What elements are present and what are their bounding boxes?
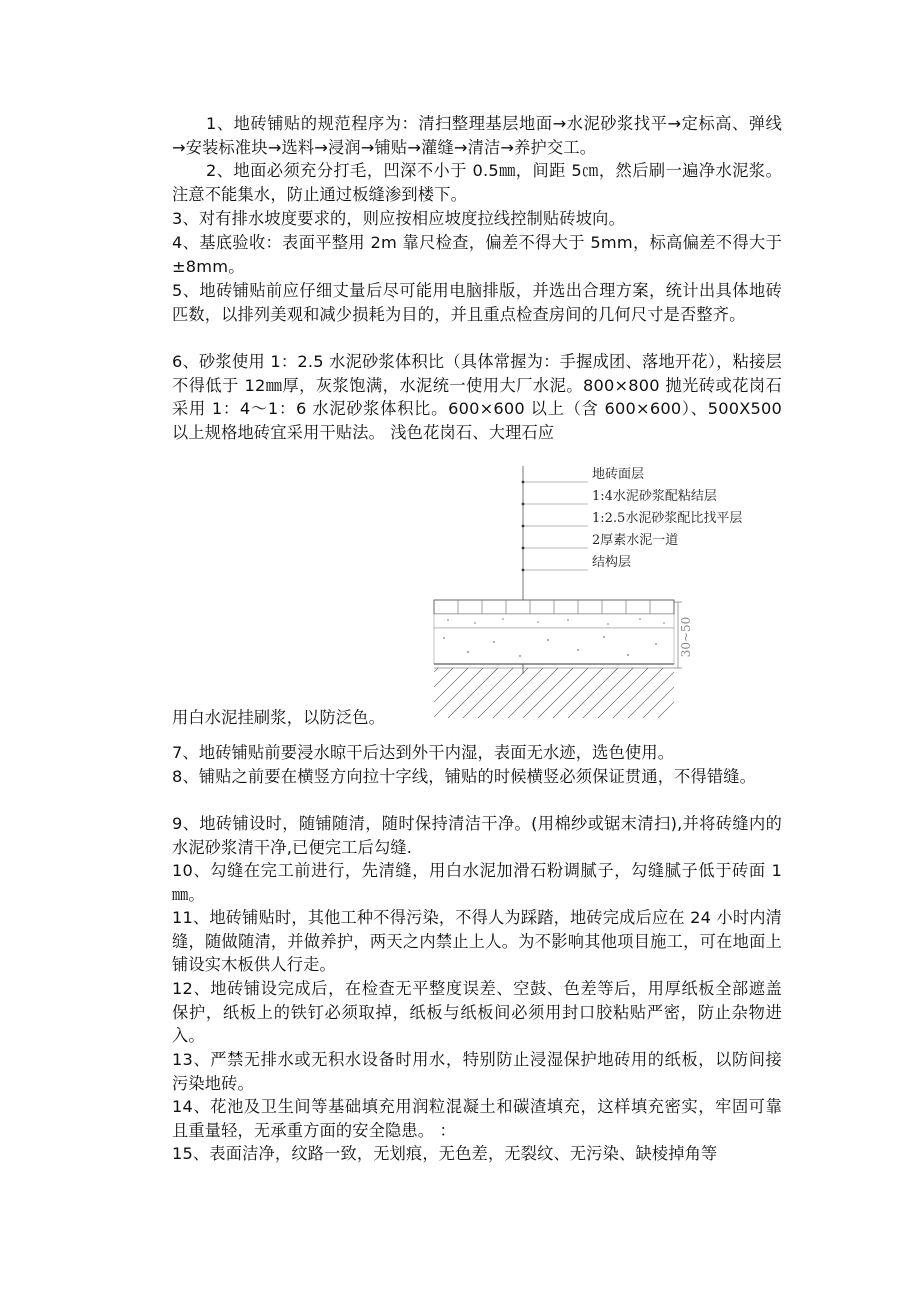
paragraph-15: 15、表面洁净，纹路一致，无划痕，无色差，无裂纹、无污染、缺棱掉角等 [172,1144,718,1163]
label-structure-layer: 结构层 [592,555,632,570]
paragraph-11: 11、地砖铺贴时，其他工种不得污染，不得人为踩踏，地砖完成后应在 24 小时内清缝，随做随清，并做养护，两天之内禁止上人。为不影响其他项目施工，可在地面上铺设实木板供人行走。 [172,908,782,974]
label-cement-coat: 2厚素水泥一道 [592,533,679,548]
paragraph-12: 12、地砖铺设完成后，在检查无平整度误差、空鼓、色差等后，用厚纸板全部遮盖保护，纸板上的铁钉必须取掉，纸板与纸板间必须用封口胶粘贴严密，防止杂物进入。 [172,979,782,1045]
floor-layer-diagram [428,462,788,720]
paragraph-9: 9、地砖铺设时，随铺随清，随时保持清洁干净。(用棉纱或锯末清扫),并将砖缝内的水泥砂浆清干净,已便完工后勾缝. [172,814,782,857]
paragraph-2: 2、地面必须充分打毛，凹深不小于 0.5㎜，间距 5㎝，然后刷一遍净水泥浆。注意不能集水，防止通过板缝渗到楼下。 [172,161,782,204]
label-bonding-layer: 1:4水泥砂浆配粘结层 [592,489,717,504]
paragraph-8: 8、铺贴之前要在横竖方向拉十字线，铺贴的时候横竖必须保证贯通，不得错缝。 [172,767,757,786]
paragraph-6: 6、砂浆使用 1：2.5 水泥砂浆体积比（具体常握为：手握成团、落地开花），粘接层不得低于 12㎜厚，灰浆饱满，水泥统一使用大厂水泥。800×800 抛光砖或花岗石采用 1：4～1：6 水泥砂浆体积比。600×600 以上（含 600×600）、500X500 以上规格地砖宜采用干贴法。 浅色花岗石、大理石应 [172,352,782,442]
paragraph-7: 7、地砖铺贴前要浸水晾干后达到外干内湿，表面无水迹，选色使用。 [172,743,675,762]
dimension-label: 30~50 [679,616,693,658]
paragraph-4: 4、基底验收：表面平整用 2m 靠尺检查，偏差不得大于 5mm，标高偏差不得大于±8mm。 [172,233,782,276]
label-tile-layer: 地砖面层 [592,467,645,482]
label-leveling-layer: 1:2.5水泥砂浆配比找平层 [592,511,743,526]
paragraph-3: 3、对有排水坡度要求的，则应按相应坡度拉线控制贴砖坡向。 [172,209,625,228]
paragraph-13: 13、严禁无排水或无积水设备时用水，特别防止浸湿保护地砖用的纸板，以防间接污染地砖。 [172,1050,782,1093]
paragraph-10: 10、勾缝在完工前进行，先清缝，用白水泥加滑石粉调腻子，勾缝腻子低于砖面 1㎜。 [172,861,782,904]
paragraph-6-continued: 用白水泥挂刷浆，以防泛色。 [172,708,386,727]
paragraph-1: 1、地砖铺贴的规范程序为：清扫整理基层地面→水泥砂浆找平→定标高、弹线→安装标准块→选料→浸润→铺贴→灌缝→清洁→养护交工。 [172,114,782,157]
paragraph-5: 5、地砖铺贴前应仔细丈量后尽可能用电脑排版，并选出合理方案，统计出具体地砖匹数，以排列美观和减少损耗为目的，并且重点检查房间的几何尺寸是否整齐。 [172,281,782,324]
paragraph-14: 14、花池及卫生间等基础填充用润粒混凝土和碳渣填充，这样填充密实，牢固可靠且重量轻，无承重方面的安全隐患。 ： [172,1097,782,1140]
